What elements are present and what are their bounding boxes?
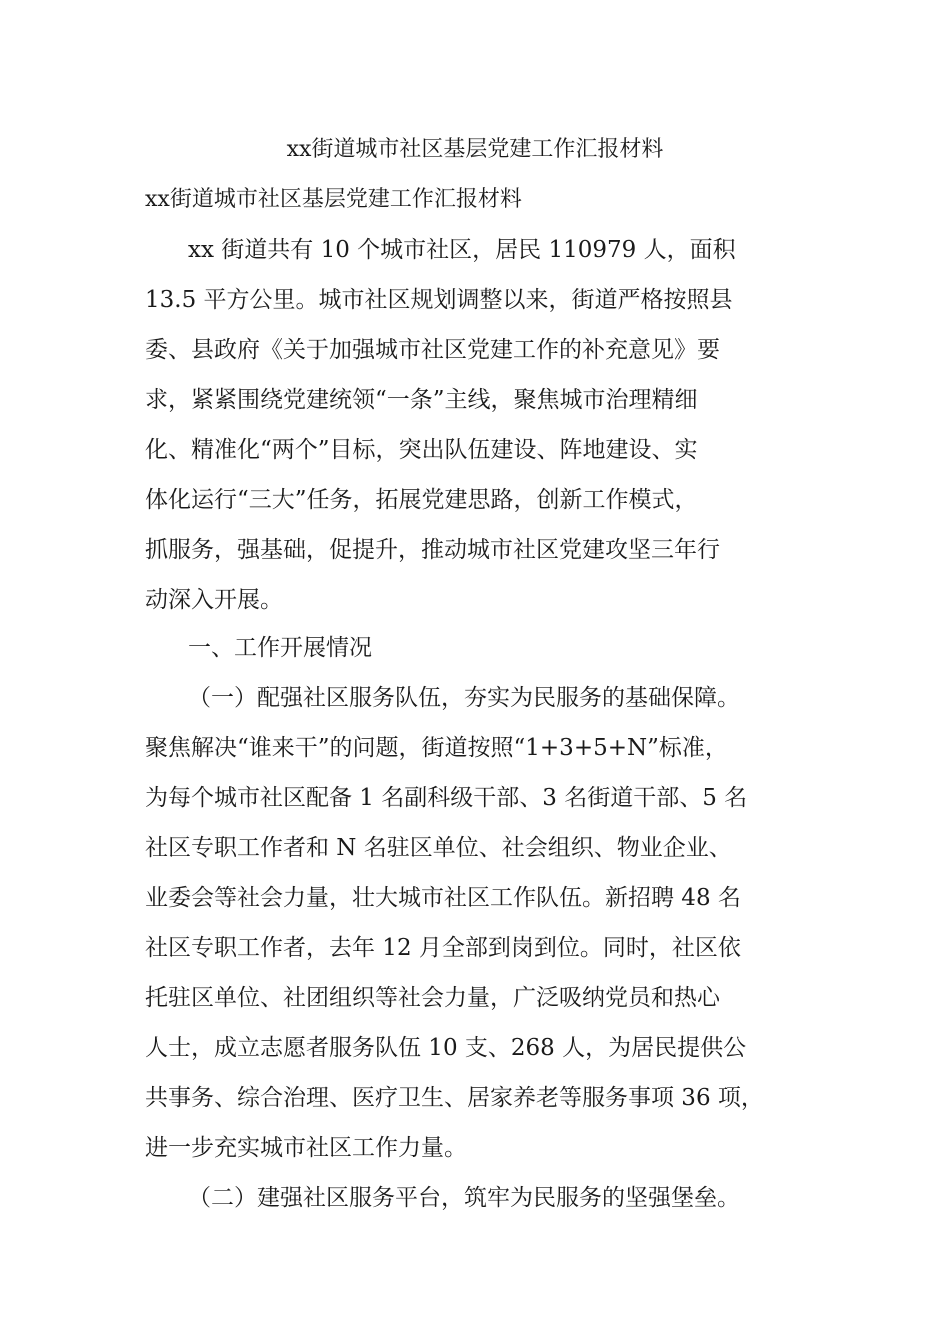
- document-title: xx街道城市社区基层党建工作汇报材料: [286, 137, 664, 162]
- document-subtitle: xx街道城市社区基层党建工作汇报材料: [145, 187, 522, 212]
- section-heading: 一、工作开展情况: [188, 635, 372, 661]
- paragraph-line: 共事务、综合治理、医疗卫生、居家养老等服务事项 36 项，: [145, 1085, 764, 1111]
- paragraph-line: 体化运行“三大”任务，拓展党建思路，创新工作模式，: [145, 487, 698, 513]
- paragraph-line: 委、县政府《关于加强城市社区党建工作的补充意见》要: [145, 337, 720, 363]
- paragraph-line: 社区专职工作者，去年 12 月全部到岗到位。同时，社区依: [145, 935, 741, 961]
- paragraph-line: 为每个城市社区配备 1 名副科级干部、3 名街道干部、5 名: [145, 785, 748, 811]
- paragraph-line: 托驻区单位、社团组织等社会力量，广泛吸纳党员和热心: [145, 985, 720, 1011]
- paragraph-line: 求，紧紧围绕党建统领“一条”主线，聚焦城市治理精细: [145, 387, 698, 413]
- paragraph-line: 动深入开展。: [145, 587, 283, 613]
- paragraph-line: 业委会等社会力量，壮大城市社区工作队伍。新招聘 48 名: [145, 885, 741, 911]
- paragraph-line: 化、精准化“两个”目标，突出队伍建设、阵地建设、实: [145, 437, 698, 463]
- paragraph-line: 人士，成立志愿者服务队伍 10 支、268 人，为居民提供公: [145, 1035, 747, 1061]
- paragraph-line: 社区专职工作者和 N 名驻区单位、社会组织、物业企业、: [145, 835, 732, 861]
- paragraph-line: xx 街道共有 10 个城市社区，居民 110979 人，面积: [188, 237, 736, 263]
- paragraph-line: 13.5 平方公里。城市社区规划调整以来，街道严格按照县: [145, 287, 733, 313]
- paragraph-line: 抓服务，强基础，促提升，推动城市社区党建攻坚三年行: [145, 537, 720, 563]
- subsection-heading: （一）配强社区服务队伍，夯实为民服务的基础保障。: [188, 685, 740, 711]
- paragraph-line: 聚焦解决“谁来干”的问题，街道按照“1+3+5+N”标准，: [145, 735, 728, 761]
- subsection-heading: （二）建强社区服务平台，筑牢为民服务的坚强堡垒。: [188, 1185, 740, 1211]
- paragraph-line: 进一步充实城市社区工作力量。: [145, 1135, 467, 1161]
